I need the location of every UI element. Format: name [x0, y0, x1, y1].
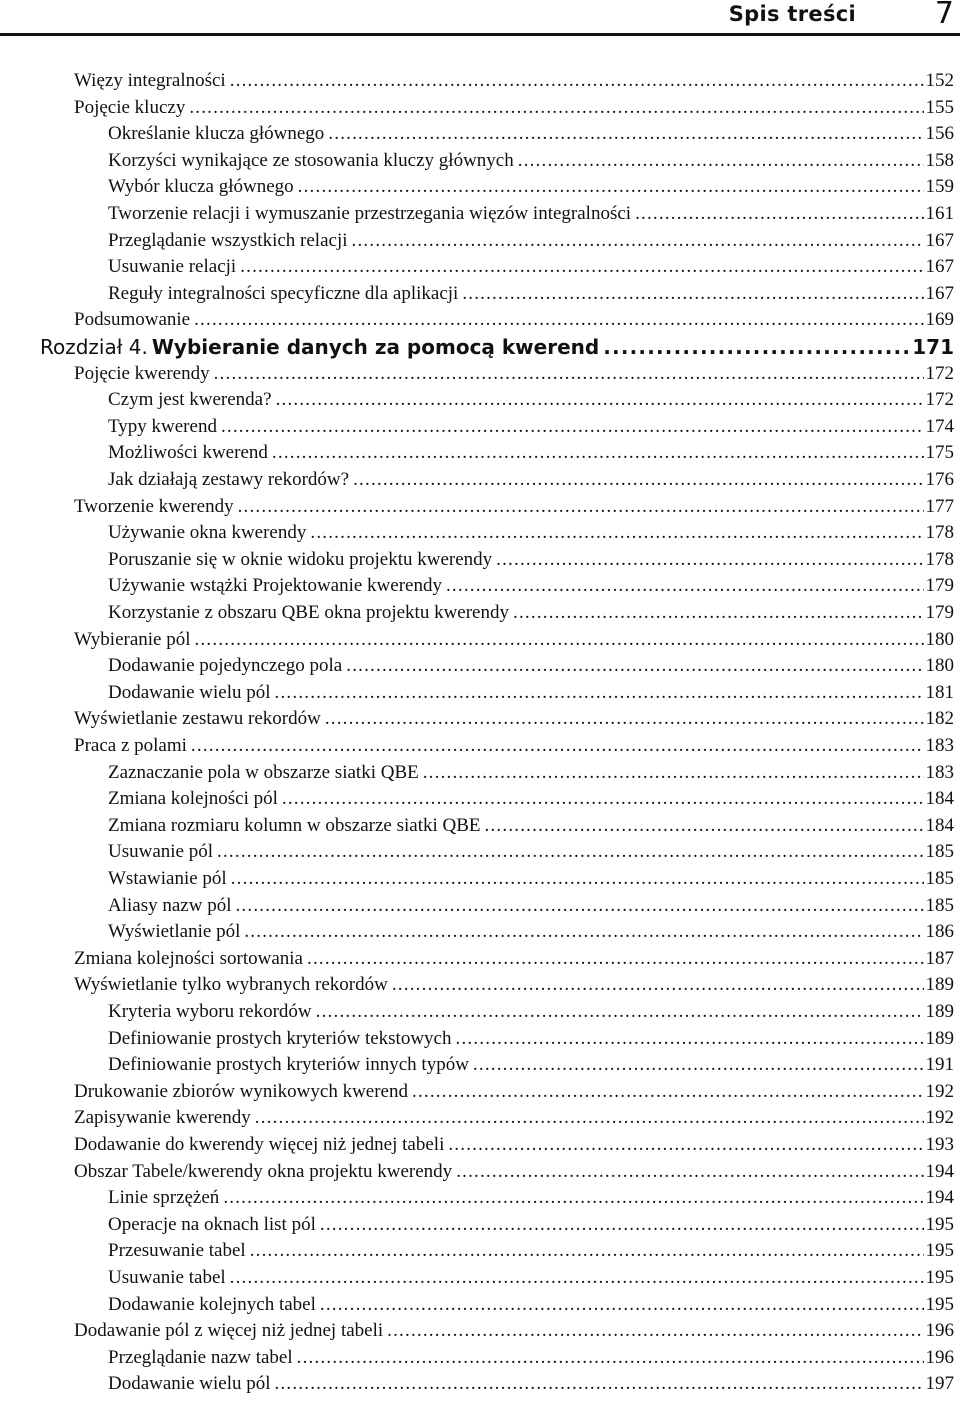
header-title: Spis treści: [728, 2, 856, 26]
entry-title: Przeglądanie nazw tabel: [108, 1347, 293, 1368]
dot-leader: [513, 600, 924, 626]
entry-page-number: 180: [925, 629, 954, 650]
entry-title: Usuwanie pól: [108, 841, 214, 862]
entry-page-number: 195: [925, 1214, 954, 1235]
entry-page-number: 159: [925, 176, 954, 197]
entry-title: Dodawanie kolejnych tabel: [108, 1294, 316, 1315]
toc-entry[interactable]: [0, 653, 954, 679]
dot-leader: [473, 1052, 924, 1078]
dot-leader: [230, 1265, 924, 1291]
entry-title: Podsumowanie: [74, 309, 191, 330]
dot-leader: [496, 547, 923, 573]
toc-entry[interactable]: [0, 520, 954, 546]
entry-title: Zmiana rozmiaru kolumn w obszarze siatki QBE: [108, 815, 481, 836]
entry-title: Tworzenie kwerendy: [74, 496, 234, 517]
entry-page-number: 171: [912, 335, 954, 359]
entry-page-number: 185: [925, 841, 954, 862]
toc-entry[interactable]: [0, 201, 954, 227]
dot-leader: [448, 1132, 923, 1158]
entry-page-number: 172: [925, 389, 954, 410]
toc-entry[interactable]: [0, 228, 954, 254]
dot-leader: [195, 627, 924, 653]
entry-title: Obszar Tabele/kwerendy okna projektu kwerendy: [74, 1161, 453, 1182]
toc-entry[interactable]: [0, 813, 954, 839]
toc-entry[interactable]: [0, 1238, 954, 1264]
dot-leader: [328, 121, 923, 147]
toc-entry[interactable]: [0, 946, 954, 972]
entry-title: Drukowanie zbiorów wynikowych kwerend: [74, 1081, 408, 1102]
dot-leader: [230, 68, 924, 94]
entry-page-number: 156: [925, 123, 954, 144]
dot-leader: [635, 201, 923, 227]
entry-page-number: 192: [925, 1081, 954, 1102]
entry-title: Wybieranie danych za pomocą kwerend: [151, 335, 600, 359]
entry-title: Korzystanie z obszaru QBE okna projektu kwerendy: [108, 602, 509, 623]
toc-entry[interactable]: [0, 972, 954, 998]
dot-leader: [603, 334, 910, 360]
dot-leader: [387, 1318, 923, 1344]
entry-title: Wybieranie pól: [74, 629, 191, 650]
entry-page-number: 178: [925, 549, 954, 570]
toc-entry[interactable]: [0, 1292, 954, 1318]
toc-entry[interactable]: [0, 1265, 954, 1291]
entry-title: Dodawanie pojedynczego pola: [108, 655, 343, 676]
entry-title: Linie sprzężeń: [108, 1187, 220, 1208]
entry-title: Zapisywanie kwerendy: [74, 1107, 251, 1128]
running-header: [0, 0, 960, 34]
toc-entry[interactable]: [0, 387, 954, 413]
dot-leader: [298, 174, 924, 200]
dot-leader: [462, 281, 923, 307]
entry-title: Jak działają zestawy rekordów?: [108, 469, 350, 490]
entry-page-number: 161: [925, 203, 954, 224]
toc-entry[interactable]: [0, 174, 954, 200]
entry-title: Dodawanie do kwerendy więcej niż jednej tabeli: [74, 1134, 445, 1155]
toc-entry[interactable]: [0, 1052, 954, 1078]
toc-entry[interactable]: [0, 440, 954, 466]
entry-title: Wyświetlanie pól: [108, 921, 241, 942]
dot-leader: [217, 839, 923, 865]
dot-leader: [423, 760, 924, 786]
entry-title: Definiowanie prostych kryteriów innych typów: [108, 1054, 469, 1075]
entry-title: Określanie klucza głównego: [108, 123, 325, 144]
entry-title: Przeglądanie wszystkich relacji: [108, 230, 348, 251]
toc-entry[interactable]: [0, 1105, 954, 1131]
entry-title: Typy kwerend: [108, 416, 217, 437]
toc-entry[interactable]: [0, 1159, 954, 1185]
toc-entry[interactable]: [0, 786, 954, 812]
dot-leader: [238, 494, 924, 520]
dot-leader: [325, 706, 924, 732]
dot-leader: [194, 307, 923, 333]
dot-leader: [275, 1371, 924, 1397]
dot-leader: [316, 999, 924, 1025]
entry-title: Operacje na oknach list pól: [108, 1214, 316, 1235]
dot-leader: [250, 1238, 924, 1264]
dot-leader: [275, 680, 924, 706]
dot-leader: [352, 228, 924, 254]
toc-entry[interactable]: [0, 547, 954, 573]
toc-entry[interactable]: [0, 866, 954, 892]
toc-entry[interactable]: [0, 1345, 954, 1371]
toc-chapter-entry[interactable]: [0, 334, 954, 360]
toc-entry[interactable]: [0, 1185, 954, 1211]
entry-page-number: 189: [925, 974, 954, 995]
dot-leader: [518, 148, 924, 174]
entry-title: Dodawanie wielu pól: [108, 682, 271, 703]
entry-title: Usuwanie tabel: [108, 1267, 226, 1288]
entry-title: Czym jest kwerenda?: [108, 389, 272, 410]
entry-page-number: 184: [925, 788, 954, 809]
entry-title: Używanie okna kwerendy: [108, 522, 307, 543]
entry-page-number: 175: [925, 442, 954, 463]
entry-page-number: 167: [925, 283, 954, 304]
entry-title: Pojęcie kluczy: [74, 97, 186, 118]
toc-entry[interactable]: [0, 121, 954, 147]
entry-page-number: 189: [925, 1001, 954, 1022]
dot-leader: [240, 254, 923, 280]
toc-entry[interactable]: [0, 281, 954, 307]
entry-page-number: 187: [925, 948, 954, 969]
toc-entry[interactable]: [0, 148, 954, 174]
toc-entry[interactable]: [0, 893, 954, 919]
entry-page-number: 197: [925, 1373, 954, 1394]
header-rule: [0, 33, 960, 36]
entry-title: Wyświetlanie zestawu rekordów: [74, 708, 321, 729]
entry-page-number: 169: [925, 309, 954, 330]
entry-page-number: 176: [925, 469, 954, 490]
entry-page-number: 195: [925, 1294, 954, 1315]
dot-leader: [272, 440, 924, 466]
dot-leader: [307, 946, 924, 972]
entry-page-number: 189: [925, 1028, 954, 1049]
toc-entry[interactable]: [0, 627, 954, 653]
entry-title: Reguły integralności specyficzne dla aplikacji: [108, 283, 459, 304]
dot-leader: [235, 893, 923, 919]
entry-title: Wybór klucza głównego: [108, 176, 294, 197]
entry-title: Więzy integralności: [74, 70, 226, 91]
toc-entry[interactable]: [0, 600, 954, 626]
entry-title: Usuwanie relacji: [108, 256, 237, 277]
entry-page-number: 192: [925, 1107, 954, 1128]
entry-page-number: 194: [925, 1161, 954, 1182]
toc-entry[interactable]: [0, 680, 954, 706]
entry-title: Wyświetlanie tylko wybranych rekordów: [74, 974, 388, 995]
entry-page-number: 180: [925, 655, 954, 676]
dot-leader: [485, 813, 924, 839]
entry-title: Poruszanie się w oknie widoku projektu kwerendy: [108, 549, 493, 570]
entry-page-number: 183: [925, 762, 954, 783]
entry-page-number: 158: [925, 150, 954, 171]
dot-leader: [446, 573, 924, 599]
toc-entry[interactable]: [0, 1318, 954, 1344]
dot-leader: [320, 1292, 924, 1318]
entry-title: Praca z polami: [74, 735, 187, 756]
entry-title: Dodawanie wielu pól: [108, 1373, 271, 1394]
toc-entry[interactable]: [0, 839, 954, 865]
toc-entry[interactable]: [0, 361, 954, 387]
toc-entry[interactable]: [0, 1371, 954, 1397]
entry-page-number: 184: [925, 815, 954, 836]
toc-entry[interactable]: [0, 254, 954, 280]
dot-leader: [244, 919, 923, 945]
toc-entry[interactable]: [0, 414, 954, 440]
dot-leader: [221, 414, 924, 440]
toc-entry[interactable]: [0, 919, 954, 945]
entry-page-number: 174: [925, 416, 954, 437]
chapter-number: Rozdział 4.: [40, 335, 148, 359]
entry-title: Przesuwanie tabel: [108, 1240, 246, 1261]
entry-page-number: 185: [925, 868, 954, 889]
entry-page-number: 196: [925, 1347, 954, 1368]
entry-title: Pojęcie kwerendy: [74, 363, 210, 384]
entry-title: Kryteria wyboru rekordów: [108, 1001, 312, 1022]
entry-page-number: 167: [925, 230, 954, 251]
dot-leader: [456, 1026, 924, 1052]
entry-page-number: 195: [925, 1240, 954, 1261]
toc-entry[interactable]: [0, 494, 954, 520]
entry-title: Korzyści wynikające ze stosowania kluczy głównych: [108, 150, 514, 171]
entry-page-number: 186: [925, 921, 954, 942]
dot-leader: [282, 786, 924, 812]
header-page-number: 7: [934, 0, 954, 31]
entry-title: Zaznaczanie pola w obszarze siatki QBE: [108, 762, 419, 783]
entry-page-number: 183: [925, 735, 954, 756]
dot-leader: [255, 1105, 924, 1131]
entry-page-number: 167: [925, 256, 954, 277]
toc-entry[interactable]: [0, 1132, 954, 1158]
toc-entry[interactable]: [0, 999, 954, 1025]
entry-title: Możliwości kwerend: [108, 442, 268, 463]
dot-leader: [456, 1159, 923, 1185]
entry-page-number: 152: [925, 70, 954, 91]
dot-leader: [346, 653, 923, 679]
toc-entry[interactable]: [0, 1026, 954, 1052]
entry-title: Używanie wstążki Projektowanie kwerendy: [108, 575, 442, 596]
dot-leader: [310, 520, 923, 546]
entry-title: Dodawanie pól z więcej niż jednej tabeli: [74, 1320, 384, 1341]
toc-entry[interactable]: [0, 1212, 954, 1238]
dot-leader: [353, 467, 923, 493]
dot-leader: [392, 972, 924, 998]
toc-entry[interactable]: [0, 733, 954, 759]
dot-leader: [297, 1345, 924, 1371]
toc-entry[interactable]: [0, 307, 954, 333]
entry-title: Wstawianie pól: [108, 868, 227, 889]
entry-title: Zmiana kolejności pól: [108, 788, 278, 809]
entry-page-number: 193: [925, 1134, 954, 1155]
entry-page-number: 194: [925, 1187, 954, 1208]
entry-title: Aliasy nazw pól: [108, 895, 232, 916]
entry-page-number: 182: [925, 708, 954, 729]
entry-page-number: 177: [925, 496, 954, 517]
toc-entry[interactable]: [0, 68, 954, 94]
entry-page-number: 172: [925, 363, 954, 384]
entry-title: Definiowanie prostych kryteriów tekstowych: [108, 1028, 452, 1049]
dot-leader: [223, 1185, 923, 1211]
entry-page-number: 196: [925, 1320, 954, 1341]
entry-page-number: 185: [925, 895, 954, 916]
entry-page-number: 178: [925, 522, 954, 543]
entry-page-number: 155: [925, 97, 954, 118]
toc-entry[interactable]: [0, 706, 954, 732]
entry-title: Tworzenie relacji i wymuszanie przestrzegania więzów integralności: [108, 203, 632, 224]
toc-entry[interactable]: [0, 95, 954, 121]
toc-entry[interactable]: [0, 467, 954, 493]
entry-page-number: 179: [925, 575, 954, 596]
entry-page-number: 181: [925, 682, 954, 703]
entry-title: Zmiana kolejności sortowania: [74, 948, 303, 969]
toc-entry[interactable]: [0, 573, 954, 599]
toc-entry[interactable]: [0, 760, 954, 786]
dot-leader: [276, 387, 924, 413]
dot-leader: [191, 733, 924, 759]
dot-leader: [231, 866, 924, 892]
dot-leader: [214, 361, 924, 387]
entry-page-number: 179: [925, 602, 954, 623]
dot-leader: [189, 95, 923, 121]
entry-page-number: 191: [925, 1054, 954, 1075]
dot-leader: [320, 1212, 924, 1238]
dot-leader: [412, 1079, 924, 1105]
entry-page-number: 195: [925, 1267, 954, 1288]
toc-entry[interactable]: [0, 1079, 954, 1105]
